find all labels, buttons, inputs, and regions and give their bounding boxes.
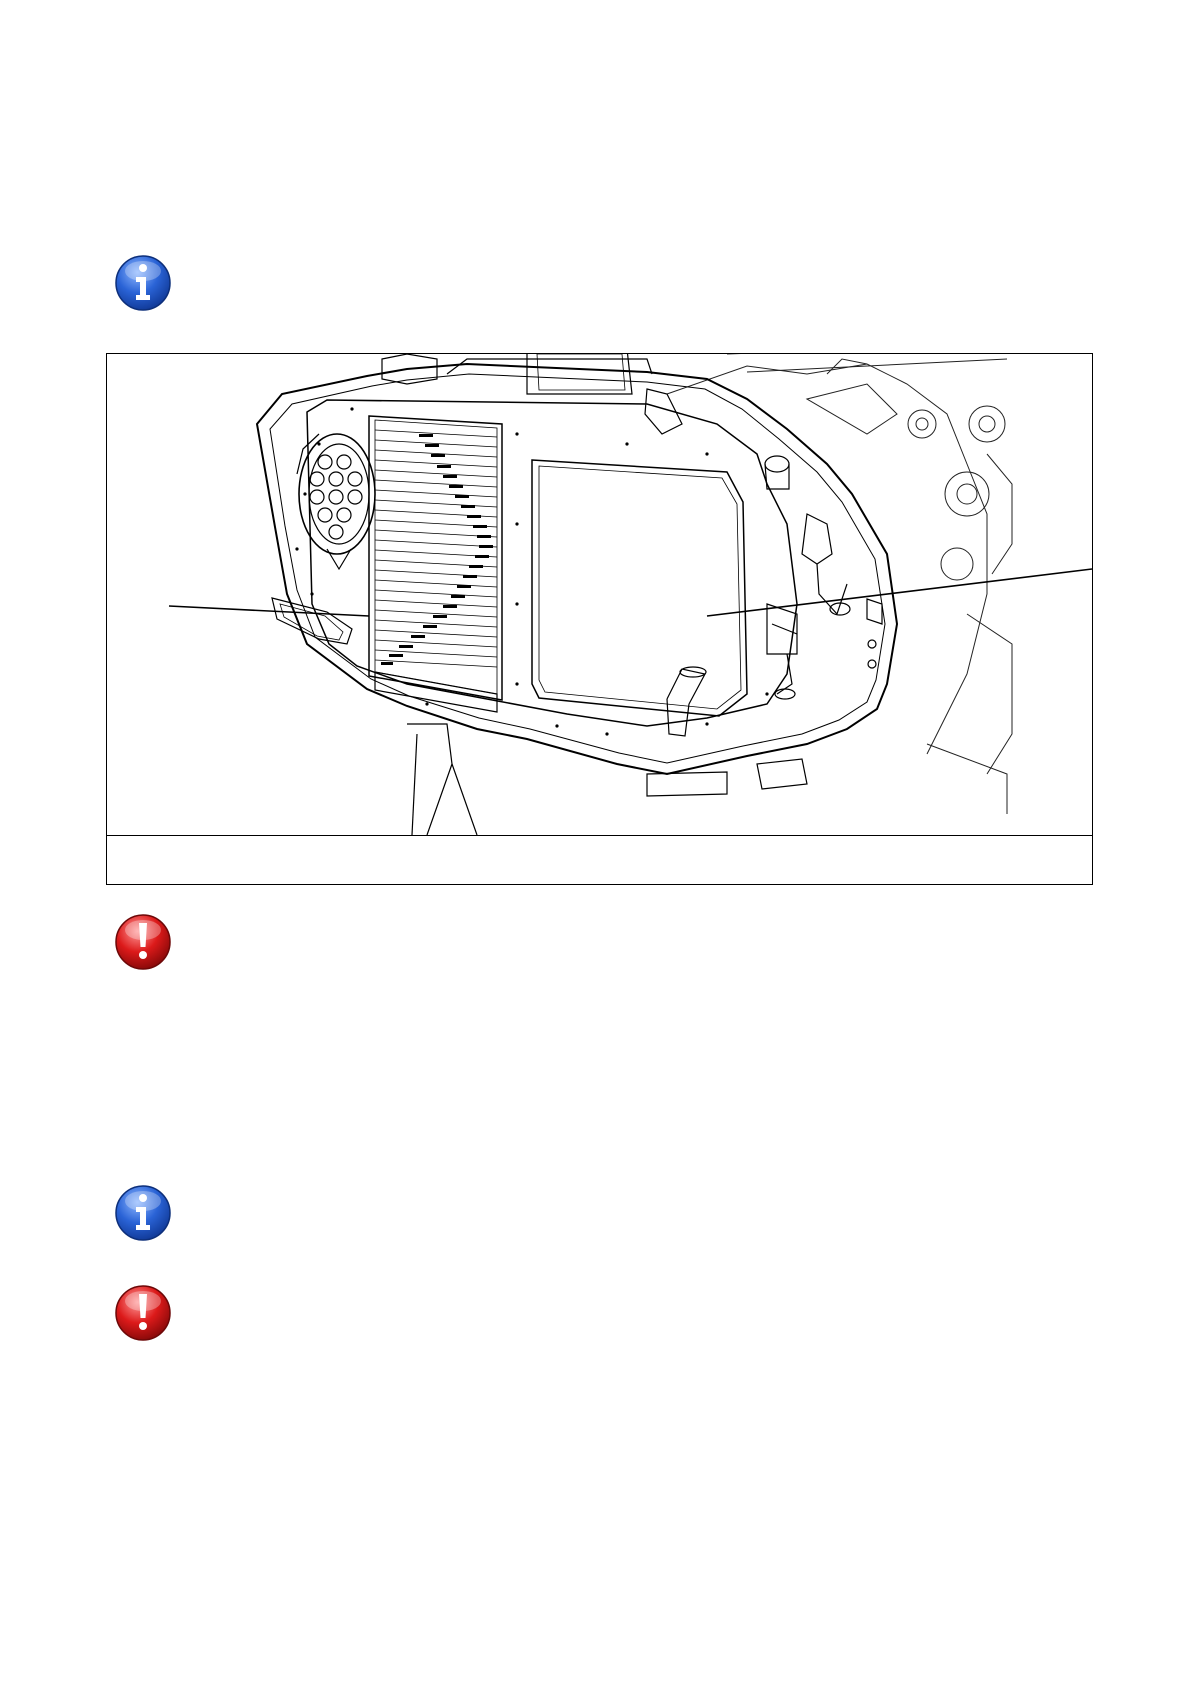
grille-panel	[369, 416, 502, 712]
info-icon	[113, 253, 173, 313]
cover-panel	[532, 460, 747, 716]
warning-exclamation-icon	[113, 912, 173, 972]
callout-lines	[169, 569, 1092, 616]
grille-tabs	[381, 434, 493, 665]
figure-frame	[106, 353, 1093, 885]
front-panel	[307, 400, 797, 726]
warning-exclamation-icon	[113, 1283, 173, 1343]
info-icon	[113, 1183, 173, 1243]
engine-compartment-drawing	[107, 354, 1092, 835]
engine-background	[667, 354, 1012, 814]
housing-outline	[257, 364, 897, 774]
grille-slats	[375, 430, 497, 667]
figure-caption	[107, 835, 1092, 884]
hose-elbow	[667, 667, 706, 736]
